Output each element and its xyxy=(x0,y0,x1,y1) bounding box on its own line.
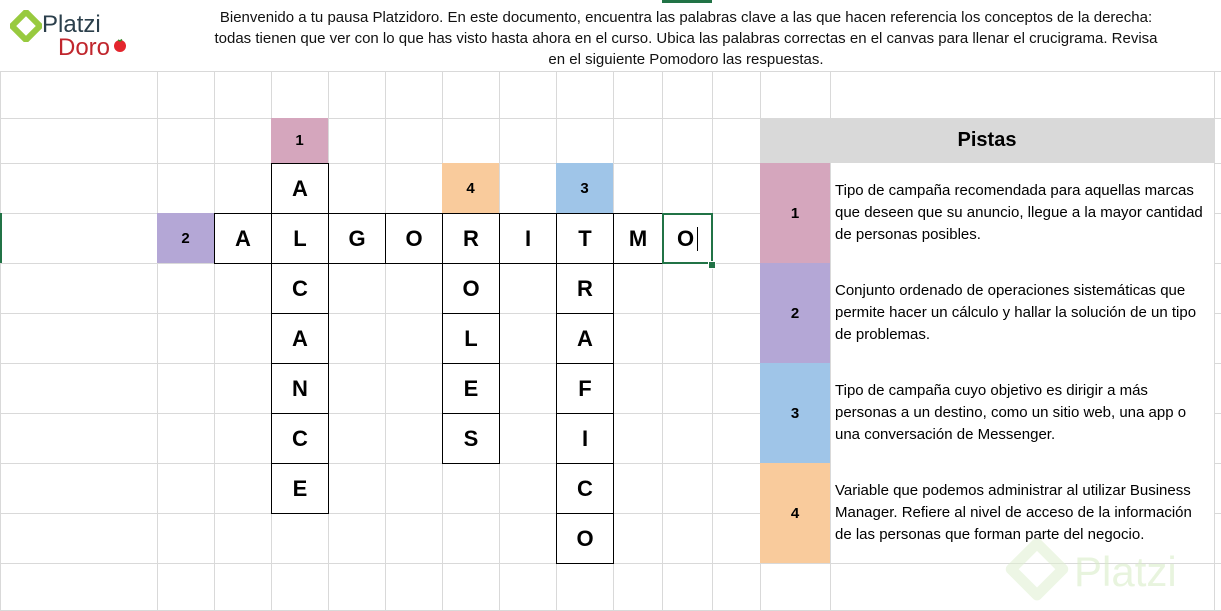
crossword-cell[interactable] xyxy=(442,313,500,364)
crossword-cell[interactable] xyxy=(328,213,386,264)
platzi-watermark-icon xyxy=(1004,538,1070,604)
crossword-cell[interactable] xyxy=(556,363,614,414)
gridline-vertical xyxy=(662,0,663,610)
crossword-letter: I xyxy=(524,225,532,251)
crossword-cell[interactable] xyxy=(556,213,614,264)
logo-text-doro: Doro xyxy=(58,34,111,61)
clue-text-2[interactable] xyxy=(831,263,1214,363)
clue-number-2[interactable]: 2 xyxy=(760,263,830,363)
crossword-cell[interactable] xyxy=(442,413,500,464)
clue-marker-2[interactable]: 2 xyxy=(157,213,214,263)
crossword-letter: A xyxy=(577,325,593,351)
crossword-cell[interactable] xyxy=(271,313,329,364)
watermark-text: Platzi xyxy=(1074,548,1177,595)
crossword-cell-selected[interactable] xyxy=(662,213,713,264)
active-row-marker xyxy=(0,213,2,263)
crossword-letter: C xyxy=(292,275,308,301)
clue-number-3[interactable]: 3 xyxy=(760,363,830,463)
gridline-vertical xyxy=(0,0,1,610)
crossword-cell[interactable] xyxy=(271,263,329,314)
crossword-letter: C xyxy=(577,475,593,501)
pistas-header: Pistas xyxy=(760,118,1214,163)
crossword-cell[interactable] xyxy=(442,363,500,414)
intro-cell[interactable] xyxy=(157,0,1215,71)
clue-description: Variable que podemos administrar al utilizar Business Manager. Refiere al nivel de acceso de la información de las personas que forman parte del negocio. xyxy=(835,482,1192,543)
crossword-letter: C xyxy=(292,425,308,451)
intro-line-2: todas tienen que ver con lo que has visto hasta ahora en el curso. Ubica las palabras correctas en el canvas para llenar el crucigrama. Revisa xyxy=(214,30,1158,47)
clue-marker-1[interactable]: 1 xyxy=(271,118,328,163)
logo-area xyxy=(0,0,157,71)
crossword-letter: N xyxy=(292,375,308,401)
crossword-letter: R xyxy=(577,275,593,301)
crossword-letter: O xyxy=(576,525,594,551)
crossword-letter: E xyxy=(463,375,479,401)
gridline-vertical xyxy=(1214,0,1215,610)
crossword-letter: L xyxy=(293,225,307,251)
crossword-letter: T xyxy=(578,225,592,251)
clue-number-1[interactable]: 1 xyxy=(760,163,830,263)
crossword-cell[interactable] xyxy=(214,213,272,264)
crossword-letter: E xyxy=(292,475,308,501)
crossword-letter: A xyxy=(292,325,308,351)
crossword-letter: R xyxy=(463,225,479,251)
crossword-letter: A xyxy=(292,175,308,201)
clue-description: Conjunto ordenado de operaciones sistemáticas que permite hacer un cálculo y hallar la solución de un tipo de problemas. xyxy=(835,282,1197,343)
crossword-letter: A xyxy=(235,225,251,251)
gridline-vertical xyxy=(157,0,158,610)
crossword-cell[interactable] xyxy=(613,213,663,264)
active-column-marker xyxy=(662,0,712,3)
clue-text-3[interactable] xyxy=(831,363,1214,463)
intro-line-1: Bienvenido a tu pausa Platzidoro. En este documento, encuentra las palabras clave a las que hacen referencia los conceptos de la derecha: xyxy=(219,9,1153,26)
crossword-letter: O xyxy=(462,275,480,301)
crossword-letter: G xyxy=(348,225,366,251)
intro-line-3: en el siguiente Pomodoro las respuestas. xyxy=(548,51,824,68)
intro-text xyxy=(157,7,1215,70)
gridline-horizontal xyxy=(0,71,1221,72)
crossword-cell[interactable] xyxy=(556,313,614,364)
crossword-letter: O xyxy=(676,225,695,251)
clue-marker-4[interactable]: 4 xyxy=(442,163,499,213)
gridline-vertical xyxy=(385,0,386,610)
crossword-cell[interactable] xyxy=(271,363,329,414)
text-caret xyxy=(697,227,698,251)
platzi-watermark xyxy=(1004,534,1218,608)
tomato-icon xyxy=(113,38,127,52)
crossword-cell[interactable] xyxy=(556,513,614,564)
clue-marker-3[interactable]: 3 xyxy=(556,163,613,213)
crossword-cell[interactable] xyxy=(271,213,329,264)
clue-description: Tipo de campaña cuyo objetivo es dirigir a más personas a un destino, como un sitio web, una app o una conversación de Messenger. xyxy=(835,382,1187,443)
crossword-letter: I xyxy=(581,425,589,451)
crossword-letter: L xyxy=(464,325,478,351)
crossword-cell[interactable] xyxy=(271,163,329,214)
crossword-cell[interactable] xyxy=(556,463,614,514)
clue-text-1[interactable] xyxy=(831,163,1214,263)
crossword-cell[interactable] xyxy=(271,413,329,464)
crossword-letter: O xyxy=(405,225,423,251)
crossword-letter: M xyxy=(628,225,648,251)
crossword-letter: S xyxy=(463,425,479,451)
platzi-logo-icon xyxy=(10,10,42,42)
logo-text-platzi: Platzi xyxy=(42,11,101,38)
crossword-cell[interactable] xyxy=(442,263,500,314)
selection-fill-handle[interactable] xyxy=(708,261,716,269)
crossword-cell[interactable] xyxy=(556,263,614,314)
crossword-cell[interactable] xyxy=(271,463,329,514)
crossword-letter: F xyxy=(578,375,592,401)
crossword-cell[interactable] xyxy=(556,413,614,464)
clue-description: Tipo de campaña recomendada para aquellas marcas que deseen que su anuncio, llegue a la mayor cantidad de personas posibles. xyxy=(835,182,1203,243)
gridline-vertical xyxy=(214,0,215,610)
crossword-cell[interactable] xyxy=(442,213,500,264)
crossword-cell[interactable] xyxy=(499,213,557,264)
crossword-cell[interactable] xyxy=(385,213,443,264)
clue-number-4[interactable]: 4 xyxy=(760,463,830,563)
gridline-vertical xyxy=(712,0,713,610)
